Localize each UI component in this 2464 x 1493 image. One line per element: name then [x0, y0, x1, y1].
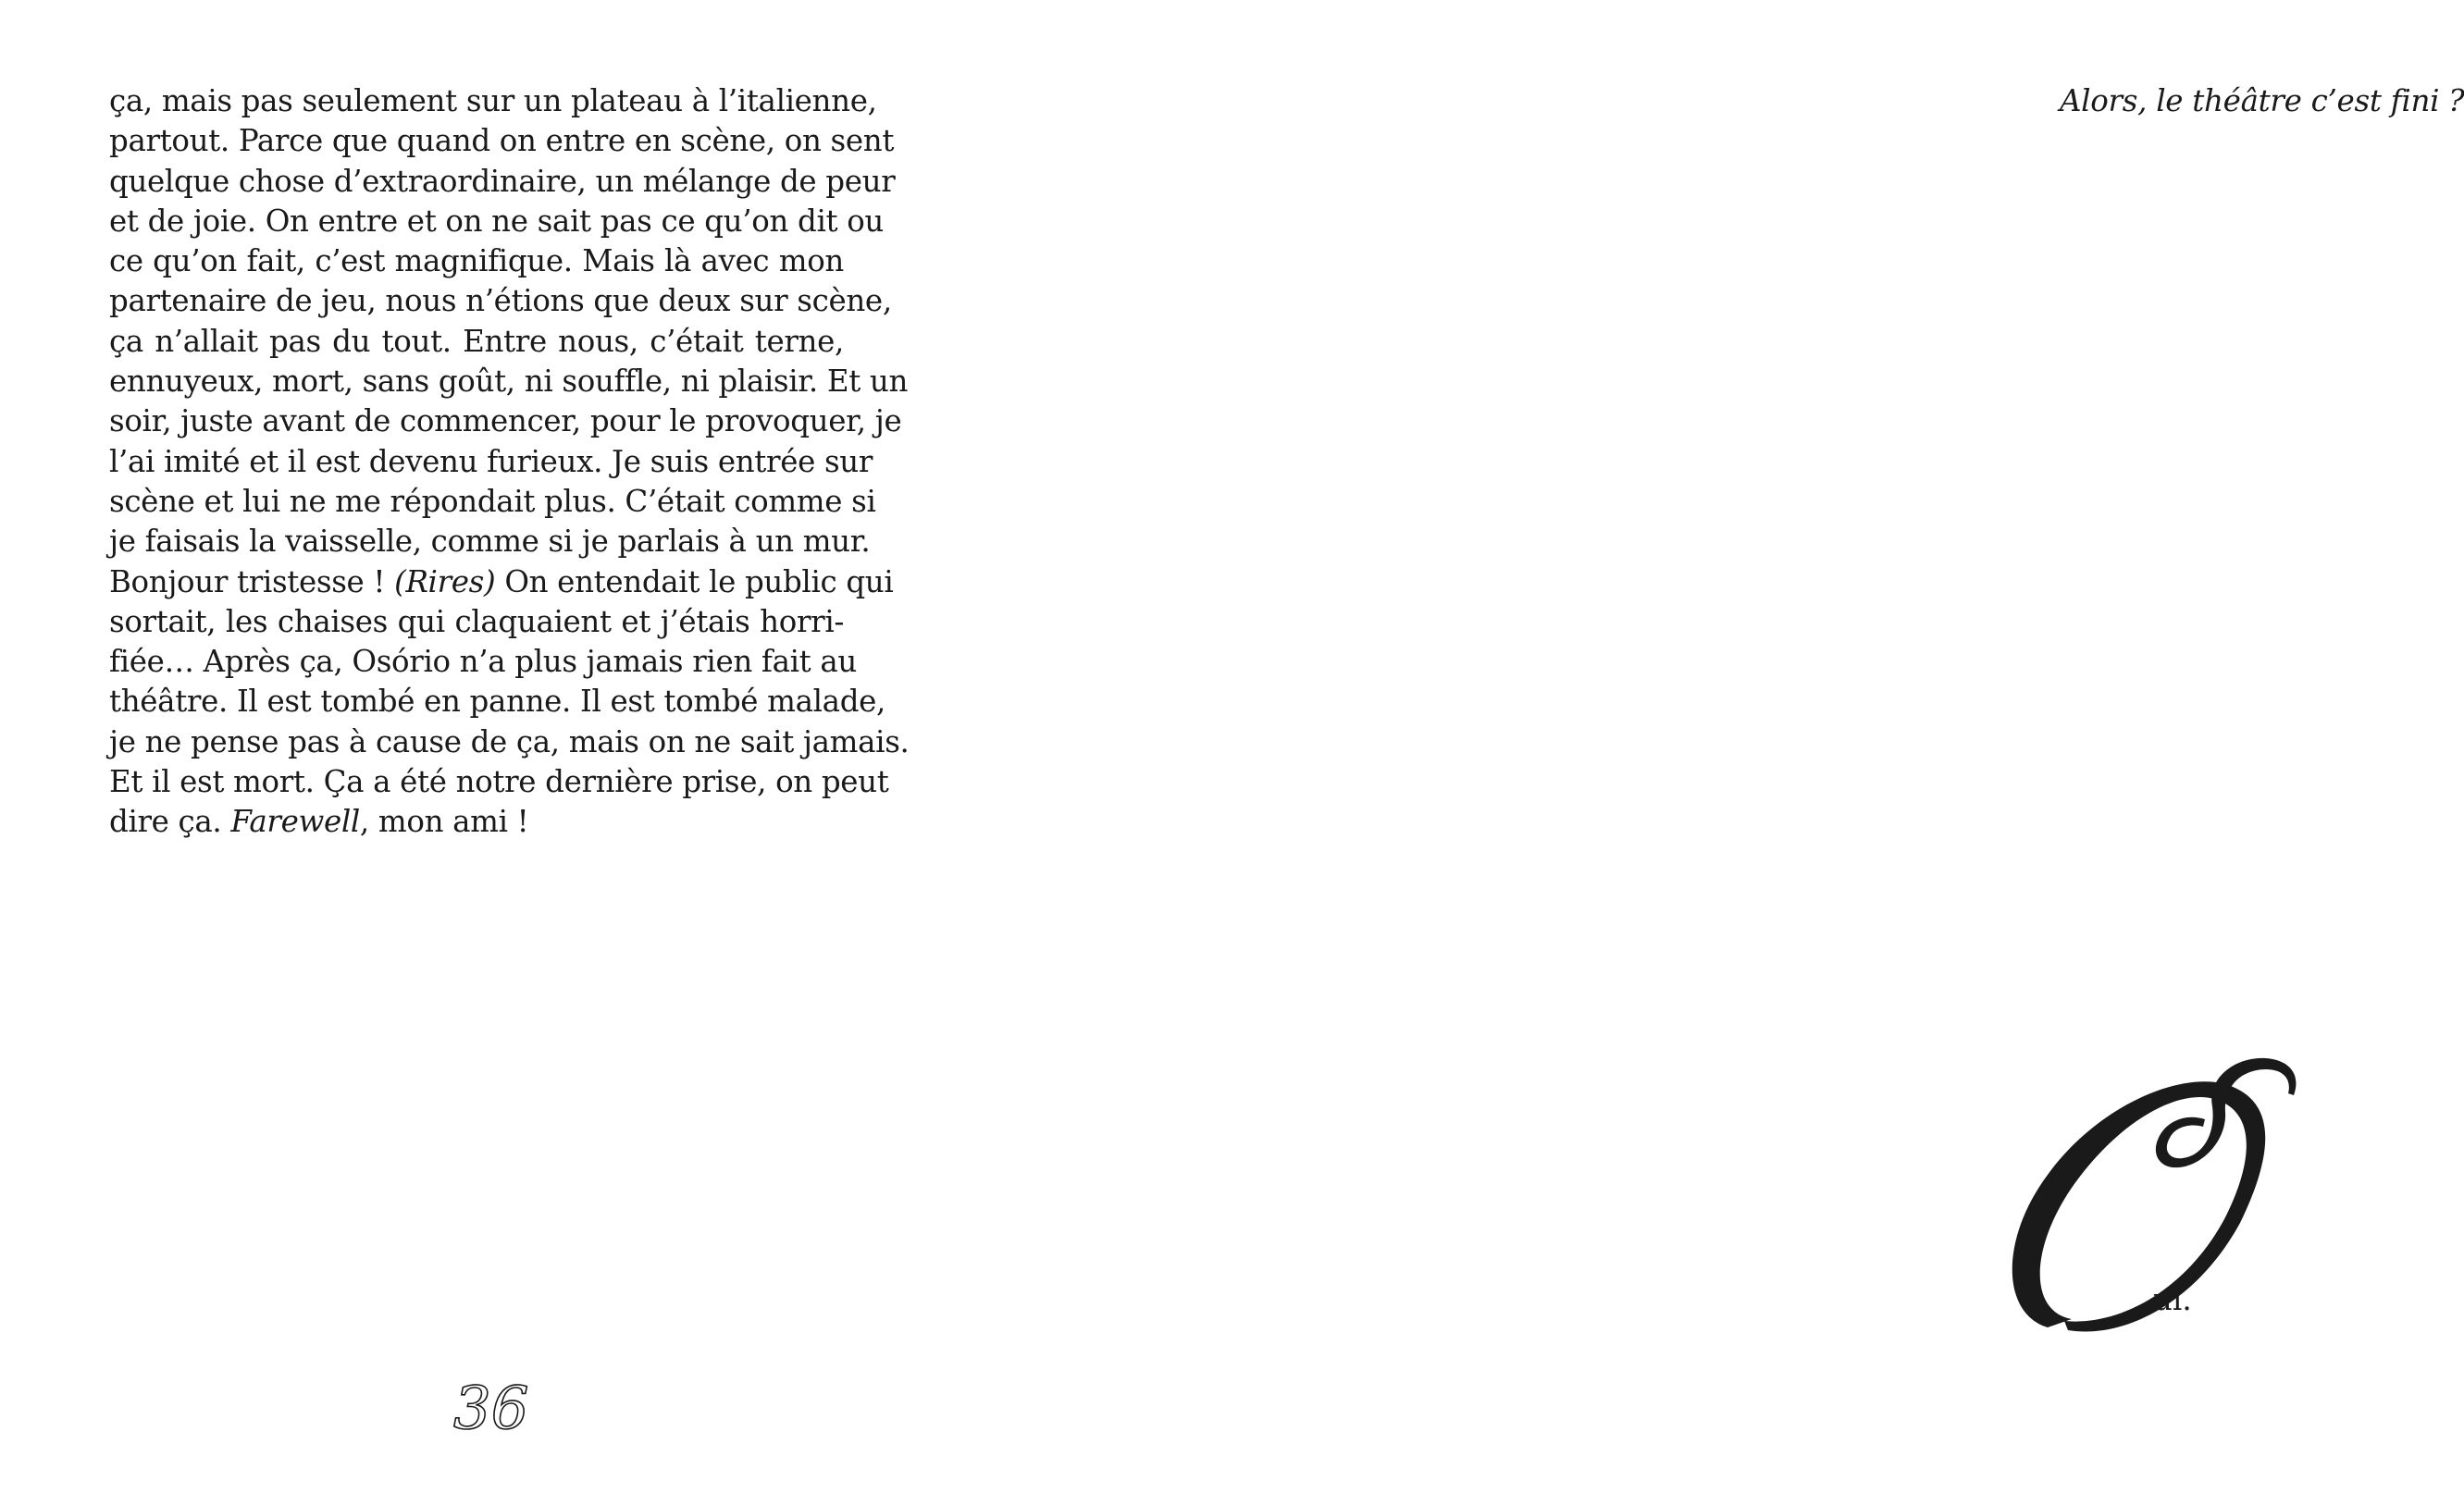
- text-line: ennuyeux, mort, sans goût, ni souffle, ni plaisir. Et un: [109, 364, 909, 400]
- text-line: théâtre. Il est tombé en panne. Il est tombé malade,: [109, 684, 886, 720]
- text-line: partout. Parce que quand on entre en scène, on sent: [109, 123, 895, 159]
- interview-question: Alors, le théâtre c’est fini ?: [2060, 83, 2464, 118]
- drop-cap-glyph: [2012, 1081, 2265, 1331]
- text-line: fiée… Après ça, Osório n’a plus jamais rien fait au: [109, 644, 857, 680]
- drop-cap-o: [1992, 1045, 2297, 1351]
- text-line: scène et lui ne me répondait plus. C’était comme si: [109, 483, 876, 519]
- drop-cap-swash: [2156, 1058, 2297, 1167]
- text-line: et de joie. On entre et on ne sait pas ce qu’on dit ou: [109, 203, 884, 239]
- text-line: je faisais la vaisselle, comme si je parlais à un mur.: [109, 524, 871, 560]
- text-line: soir, juste avant de commencer, pour le provoquer, je: [109, 403, 902, 439]
- answer-text: ui.: [2153, 1282, 2192, 1317]
- body-paragraph: [109, 81, 910, 843]
- text-line-rires: [109, 562, 894, 602]
- text-line: Et il est mort. Ça a été notre dernière prise, on peut: [109, 764, 889, 800]
- left-page: [0, 0, 947, 1493]
- text-fragment: , mon ami !: [359, 804, 529, 840]
- text-line: quelque chose d’extraordinaire, un mélange de peur: [109, 163, 896, 199]
- page-number-text: 36: [453, 1375, 529, 1443]
- text-fragment: On entendait le public qui: [495, 563, 894, 599]
- text-line: l’ai imité et il est devenu furieux. Je suis entrée sur: [109, 443, 873, 479]
- page-number: [448, 1371, 550, 1445]
- right-page: [947, 0, 2464, 1493]
- text-line: ça, mais pas seulement sur un plateau à l’italienne,: [109, 83, 877, 118]
- text-line: ça n’allait pas du tout. Entre nous, c’était terne,: [109, 323, 844, 359]
- text-fragment: Bonjour tristesse !: [109, 563, 395, 599]
- text-line: partenaire de jeu, nous n’étions que deux sur scène,: [109, 283, 892, 319]
- text-line-farewell: [109, 802, 844, 842]
- emphasis: Farewell: [230, 804, 360, 840]
- stage-direction: (Rires): [394, 563, 496, 599]
- text-fragment: dire ça.: [109, 804, 231, 840]
- text-line: ce qu’on fait, c’est magnifique. Mais là avec mon: [109, 243, 844, 279]
- text-line: sortait, les chaises qui claquaient et j’étais horri-: [109, 603, 844, 639]
- text-line: je ne pense pas à cause de ça, mais on ne sait jamais.: [109, 723, 910, 759]
